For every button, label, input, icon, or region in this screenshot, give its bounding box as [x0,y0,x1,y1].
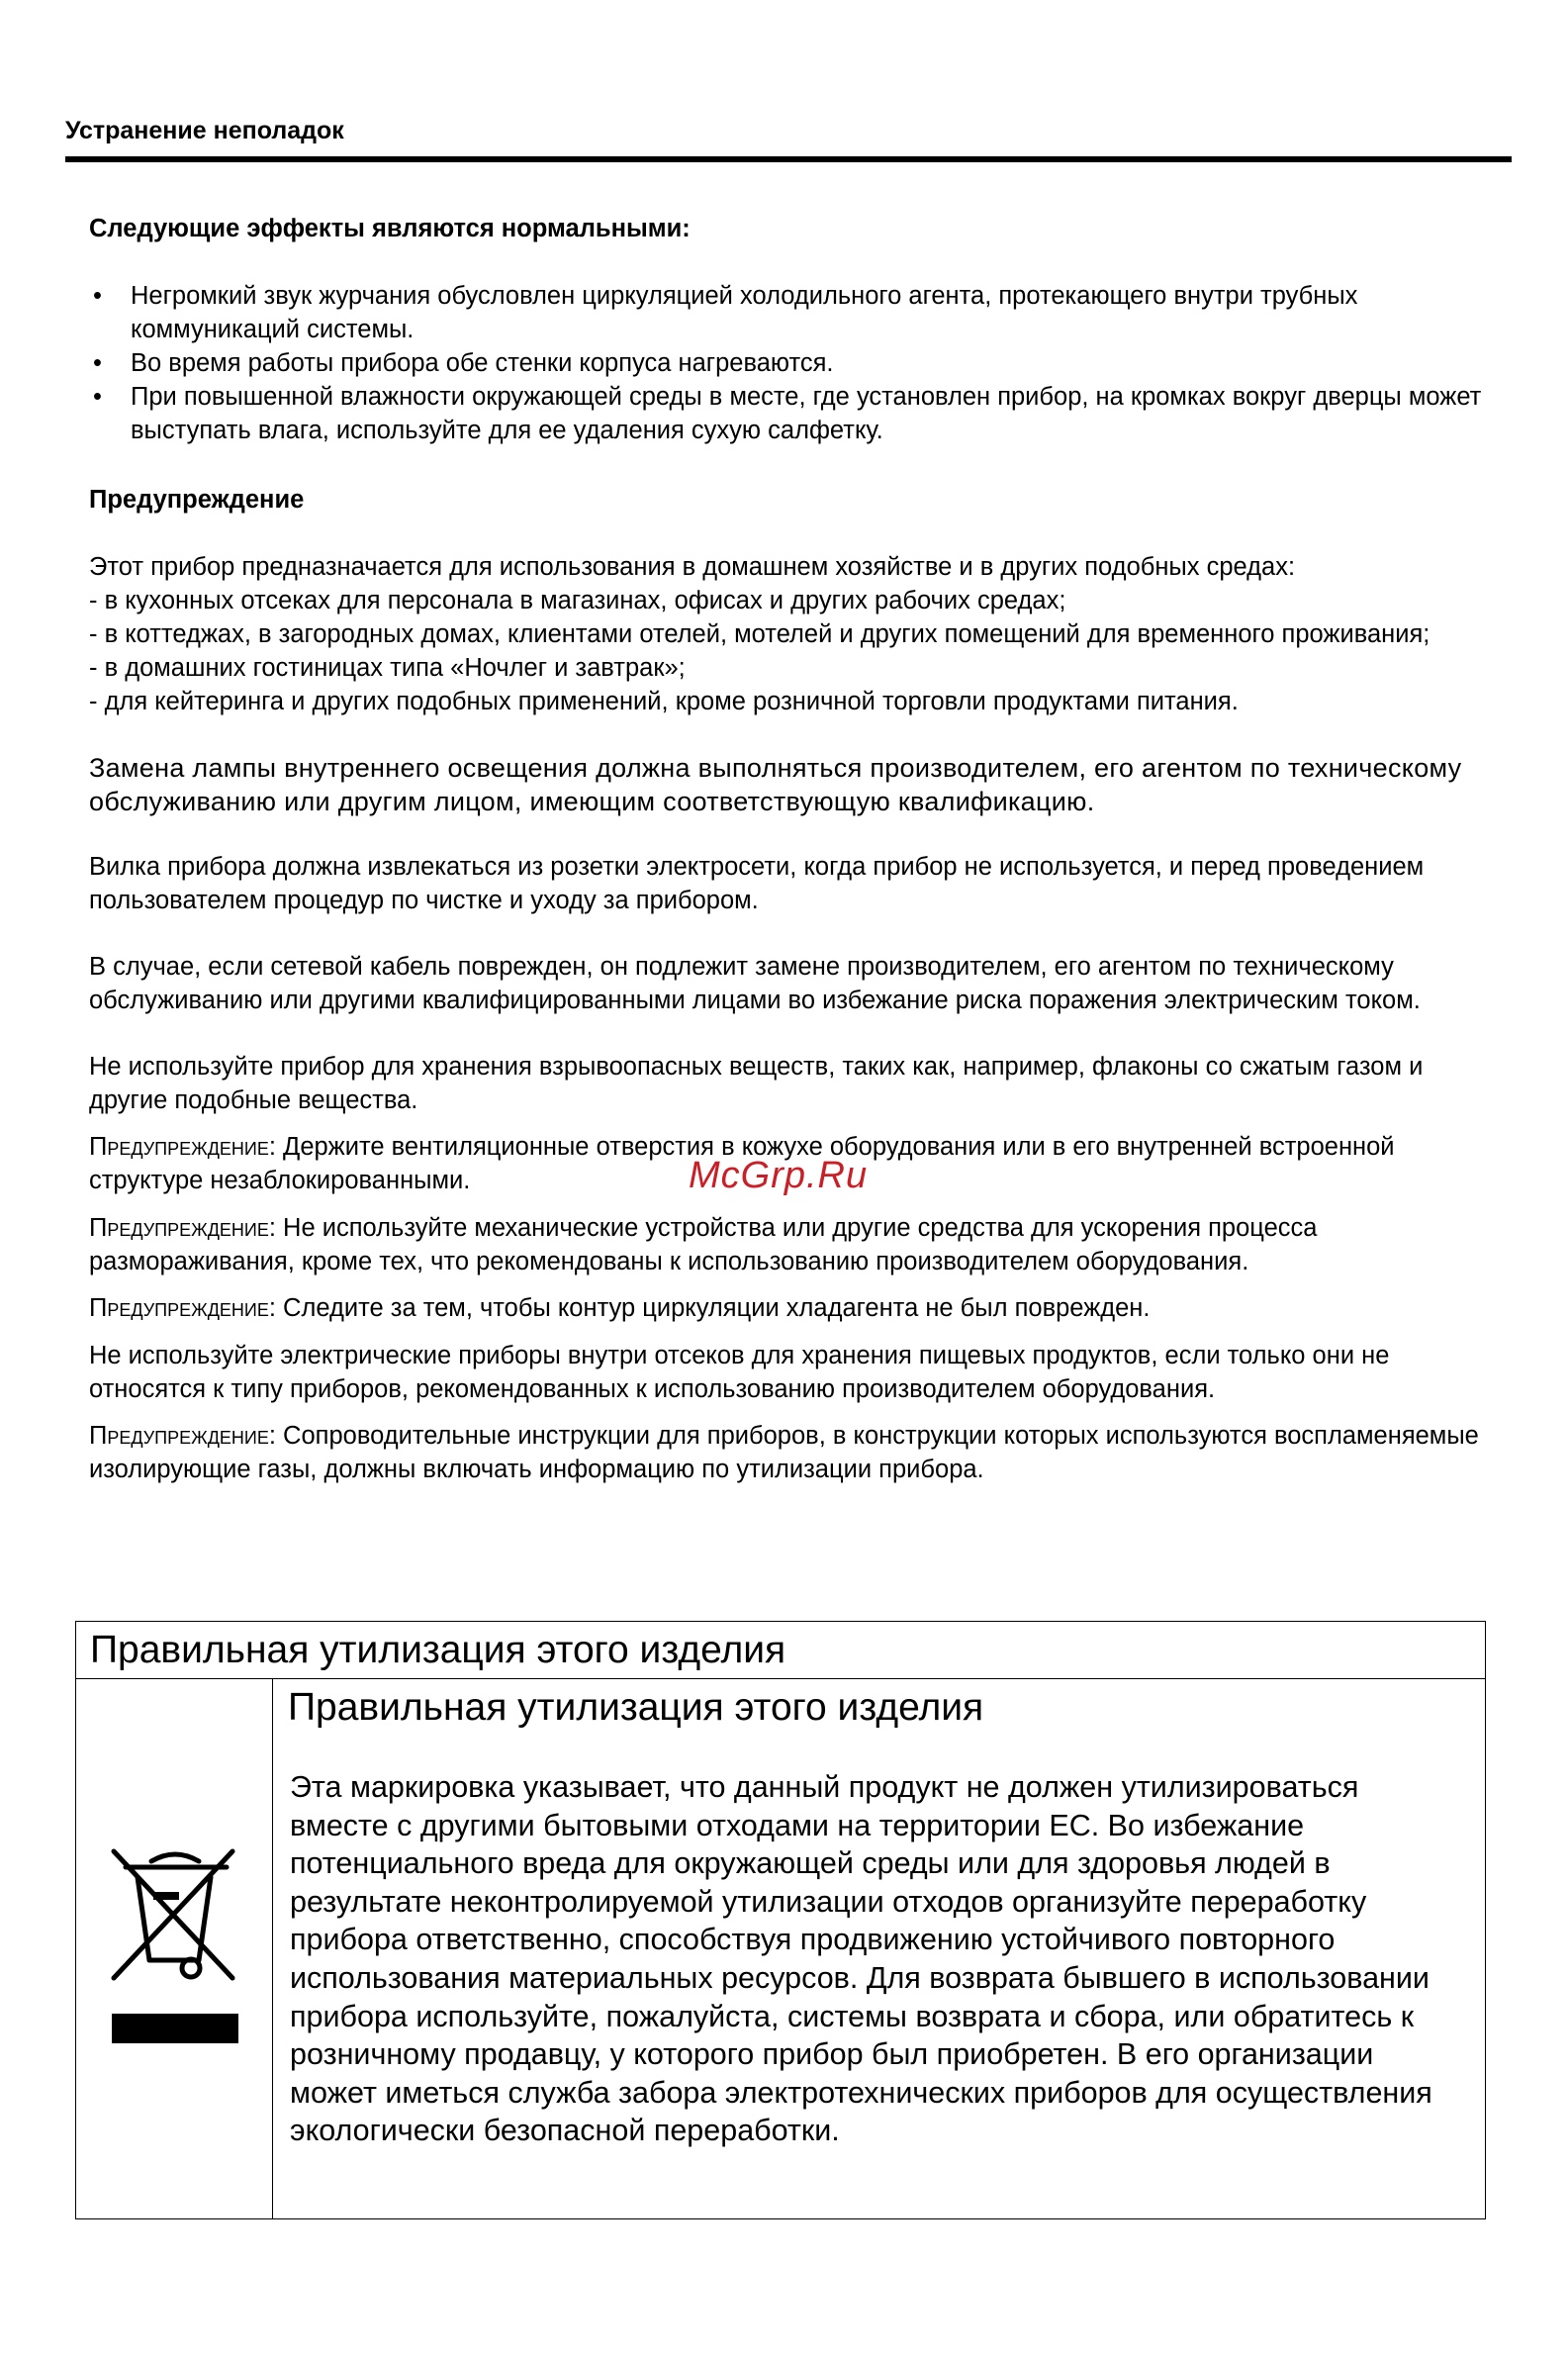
warning-heading: Предупреждение [89,486,305,514]
list-item: • Негромкий звук журчания обусловлен циркуляцией холодильного агента, протекающего внутри трубных коммуникаций системы. [89,279,1494,346]
normal-effects-heading: Следующие эффекты являются нормальными: [89,215,691,242]
warning-label: Предупреждение [89,1422,269,1450]
list-item: • При повышенной влажности окружающей среды в месте, где установлен прибор, на кромках вокруг дверцы может выступать влага, используйте для ее удаления сухую салфетку. [89,380,1494,447]
warning-item: Предупреждение: Не используйте механические устройства или другие средства для ускорения процесса размораживания, кроме тех, что рекомендованы к использованию производителем оборудования. [89,1214,1318,1275]
main-content [89,212,1494,1486]
electrical-paragraph: Не используйте электрические приборы внутри отсеков для хранения пищевых продуктов, если только они не относятся к типу приборов, рекомендованных к использованию производителем оборудования. [89,1342,1390,1403]
usage-paragraph [89,550,1494,718]
plug-paragraph: Вилка прибора должна извлекаться из розетки электросети, когда прибор не используется, и перед проведением пользователем процедур по чистке и уходу за прибором. [89,853,1425,914]
usage-line: - в коттеджах, в загородных домах, клиентами отелей, мотелей и других помещений для временного проживания; [89,620,1430,648]
disposal-content [288,1683,1465,2150]
warning-item: Предупреждение: Сопроводительные инструкции для приборов, в конструкции которых используются воспламеняемые изолирующие газы, должны включать информацию по утилизации прибора. [89,1422,1479,1483]
header-rule [65,156,1512,162]
warning-label: Предупреждение [89,1133,269,1161]
disposal-subheading: Правильная утилизация этого изделия [288,1686,984,1729]
warning-label: Предупреждение [89,1214,269,1242]
usage-line: Этот прибор предназначается для использования в домашнем хозяйстве и в других подобных средах: [89,553,1296,581]
bullet-icon: • [93,282,102,310]
bullet-icon: • [93,349,102,377]
list-item: • Во время работы прибора обе стенки корпуса нагреваются. [89,346,1494,380]
bullet-icon: • [93,383,102,411]
page-title: Устранение неполадок [65,117,344,144]
usage-line: - в домашних гостиницах типа «Ночлег и завтрак»; [89,654,686,682]
usage-line: - в кухонных отсеках для персонала в магазинах, офисах и других рабочих средах; [89,587,1066,614]
disposal-heading: Правильная утилизация этого изделия [90,1629,786,1671]
warning-item: Предупреждение: Держите вентиляционные отверстия в кожухе оборудования или в его внутренней встроенной структуре незаблокированными. [89,1133,1395,1194]
explosives-paragraph: Не используйте прибор для хранения взрывоопасных веществ, таких как, например, флаконы со сжатым газом и другие подобные вещества. [89,1053,1424,1114]
box-rule [76,1678,1485,1679]
disposal-text: Эта маркировка указывает, что данный продукт не должен утилизироваться вместе с другими бытовыми отходами на территории ЕС. Во избежание потенциального вреда для окружающей среды или для здоровья людей в результате неконтролируемой утилизации отходов организуйте переработку прибора ответственно, способствуя продвижению устойчивого повторного использования материальных ресурсов. Для возврата бывшего в использовании прибора используйте, пожалуйста, системы возврата и сбора, или обратитесь к розничному продавцу, у которого прибор был приобретен. В его организации может иметься служба забора электротехнических приборов для осуществления экологически безопасной переработки. [290,1770,1432,2148]
usage-line: - для кейтеринга и других подобных применений, кроме розничной торговли продуктами питания. [89,688,1239,715]
warning-item: Предупреждение: Следите за тем, чтобы контур циркуляции хладагента не был поврежден. [89,1294,1151,1322]
crossed-out-wheelie-bin-icon [106,1838,244,2071]
lamp-replacement-paragraph: Замена лампы внутреннего освещения должна выполняться производителем, его агентом по техническому обслуживанию или другим лицом, имеющим соответствующую квалификацию. [89,753,1462,816]
normal-effects-list [89,279,1494,447]
watermark: McGrp.Ru [689,1155,869,1196]
warning-label: Предупреждение [89,1294,269,1322]
disposal-box [75,1621,1486,2219]
box-divider [272,1678,273,2219]
cable-paragraph: В случае, если сетевой кабель поврежден, он подлежит замене производителем, его агентом по техническому обслуживанию или другими квалифицированными лицами во избежание риска поражения электрическим током. [89,953,1421,1014]
